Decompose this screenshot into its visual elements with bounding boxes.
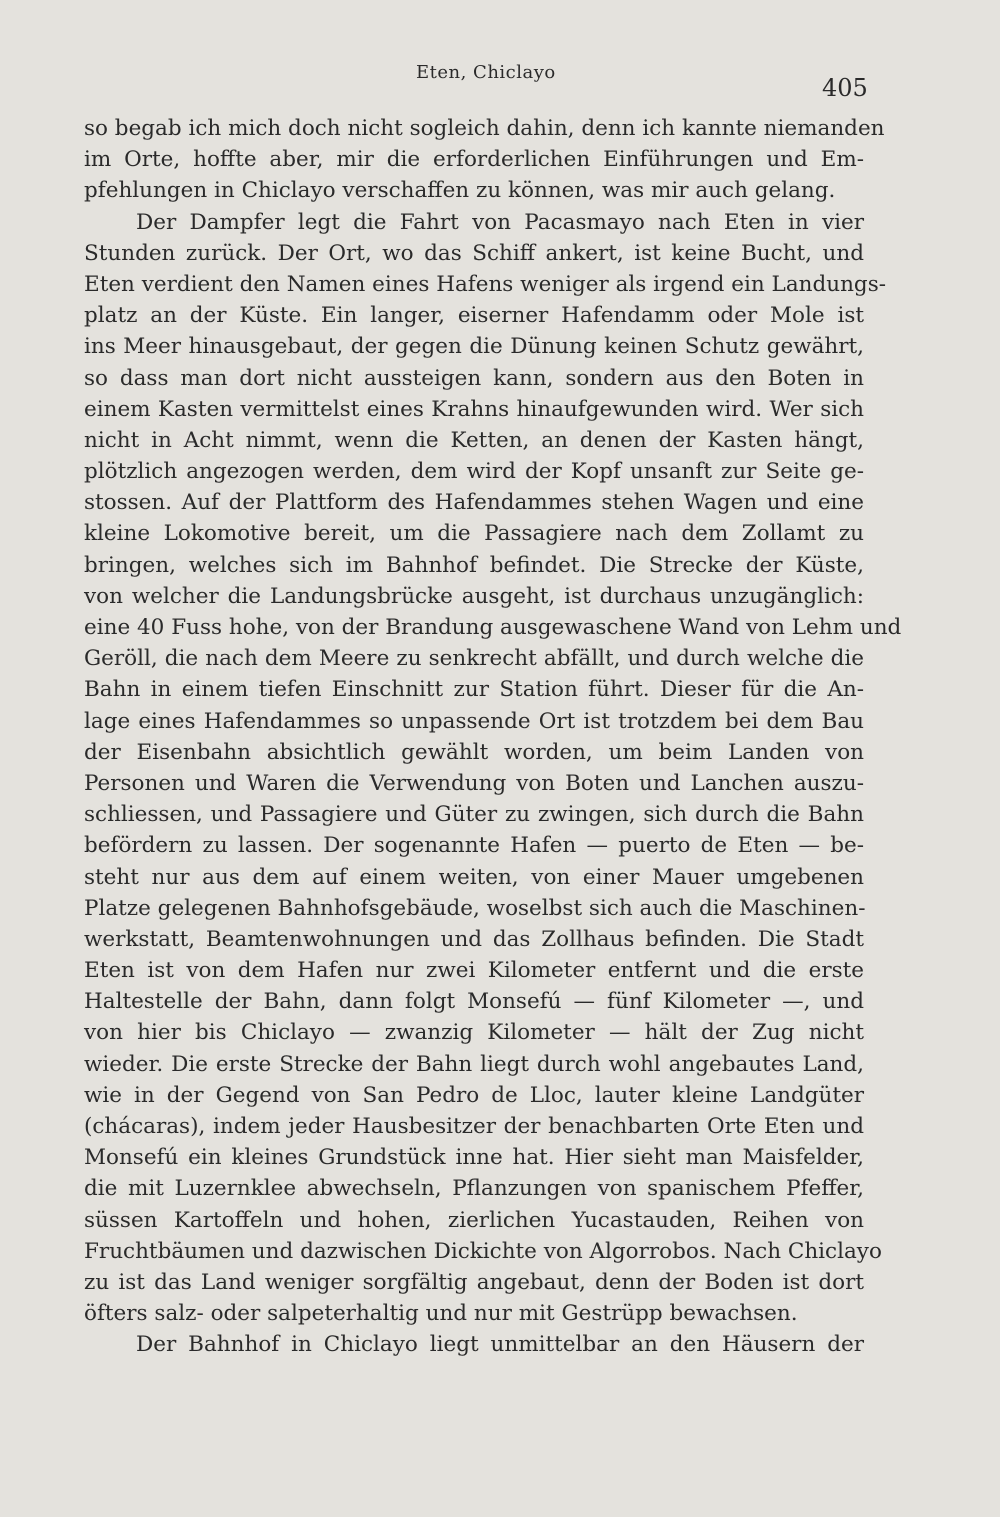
- running-title: Eten, Chiclayo: [416, 62, 556, 83]
- text-line: ins Meer hinausgebaut, der gegen die Dünung keinen Schutz gewährt,: [84, 334, 864, 360]
- text-line: Monsefú ein kleines Grundstück inne hat. Hier sieht man Maisfelder,: [84, 1145, 864, 1171]
- text-line: von hier bis Chiclayo — zwanzig Kilometer — hält der Zug nicht: [84, 1020, 864, 1046]
- text-line: stossen. Auf der Plattform des Hafendammes stehen Wagen und eine: [84, 490, 864, 516]
- text-line: kleine Lokomotive bereit, um die Passagiere nach dem Zollamt zu: [84, 521, 864, 547]
- text-line: Eten verdient den Namen eines Hafens weniger als irgend ein Landungs-: [84, 271, 886, 297]
- text-line: im Orte, hoffte aber, mir die erforderlichen Einführungen und Em-: [84, 147, 864, 173]
- text-line: werkstatt, Beamtenwohnungen und das Zollhaus befinden. Die Stadt: [84, 926, 864, 952]
- text-line: die mit Luzernklee abwechseln, Pflanzungen von spanischem Pfeffer,: [84, 1176, 864, 1202]
- text-line: von welcher die Landungsbrücke ausgeht, ist durchaus unzugänglich:: [84, 583, 864, 609]
- text-line: lage eines Hafendammes so unpassende Ort ist trotzdem bei dem Bau: [84, 708, 864, 734]
- text-line: schliessen, und Passagiere und Güter zu zwingen, sich durch die Bahn: [84, 802, 864, 828]
- text-line: Platze gelegenen Bahnhofsgebäude, woselbst sich auch die Maschinen-: [84, 895, 866, 921]
- text-line: Personen und Waren die Verwendung von Boten und Lanchen auszu-: [84, 770, 864, 796]
- text-line: eine 40 Fuss hohe, von der Brandung ausgewaschene Wand von Lehm und: [84, 615, 902, 640]
- text-line: Haltestelle der Bahn, dann folgt Monsefú — fünf Kilometer —, und: [84, 989, 864, 1015]
- text-line: Der Bahnhof in Chiclayo liegt unmittelbar an den Häusern der: [136, 1332, 864, 1358]
- text-line: so begab ich mich doch nicht sogleich dahin, denn ich kannte niemanden: [84, 116, 885, 141]
- text-line: Bahn in einem tiefen Einschnitt zur Station führt. Dieser für die An-: [84, 677, 864, 703]
- text-line: plötzlich angezogen werden, dem wird der Kopf unsanft zur Seite ge-: [84, 459, 864, 485]
- text-line: so dass man dort nicht aussteigen kann, sondern aus den Boten in: [84, 365, 864, 391]
- text-line: Geröll, die nach dem Meere zu senkrecht abfällt, und durch welche die: [84, 646, 864, 672]
- text-line: Stunden zurück. Der Ort, wo das Schiff ankert, ist keine Bucht, und: [84, 240, 864, 266]
- text-line: Der Dampfer legt die Fahrt von Pacasmayo nach Eten in vier: [136, 209, 864, 235]
- page-number: 405: [822, 74, 868, 102]
- text-line: süssen Kartoffeln und hohen, zierlichen Yucastauden, Reihen von: [84, 1207, 864, 1233]
- text-line: bringen, welches sich im Bahnhof befindet. Die Strecke der Küste,: [84, 552, 864, 578]
- running-header: [0, 62, 1000, 102]
- text-line: der Eisenbahn absichtlich gewählt worden, um beim Landen von: [84, 739, 864, 765]
- text-line: platz an der Küste. Ein langer, eiserner Hafendamm oder Mole ist: [84, 303, 864, 329]
- text-line: steht nur aus dem auf einem weiten, von einer Mauer umgebenen: [84, 864, 864, 890]
- text-line: einem Kasten vermittelst eines Krahns hinaufgewunden wird. Wer sich: [84, 396, 864, 422]
- text-line: pfehlungen in Chiclayo verschaffen zu können, was mir auch gelang.: [84, 178, 836, 204]
- text-line: befördern zu lassen. Der sogenannte Hafen — puerto de Eten — be-: [84, 833, 864, 859]
- text-line: Fruchtbäumen und dazwischen Dickichte von Algorrobos. Nach Chiclayo: [84, 1238, 882, 1264]
- text-line: zu ist das Land weniger sorgfältig angebaut, denn der Boden ist dort: [84, 1269, 864, 1295]
- text-line: öfters salz- oder salpeterhaltig und nur mit Gestrüpp bewachsen.: [84, 1301, 798, 1327]
- text-line: wie in der Gegend von San Pedro de Lloc, lauter kleine Landgüter: [84, 1082, 864, 1108]
- text-line: (chácaras), indem jeder Hausbesitzer der benachbarten Orte Eten und: [84, 1114, 864, 1139]
- text-line: Eten ist von dem Hafen nur zwei Kilometer entfernt und die erste: [84, 958, 864, 984]
- body-text: [84, 113, 902, 1361]
- text-line: wieder. Die erste Strecke der Bahn liegt durch wohl angebautes Land,: [84, 1051, 864, 1077]
- text-line: nicht in Acht nimmt, wenn die Ketten, an denen der Kasten hängt,: [84, 427, 864, 453]
